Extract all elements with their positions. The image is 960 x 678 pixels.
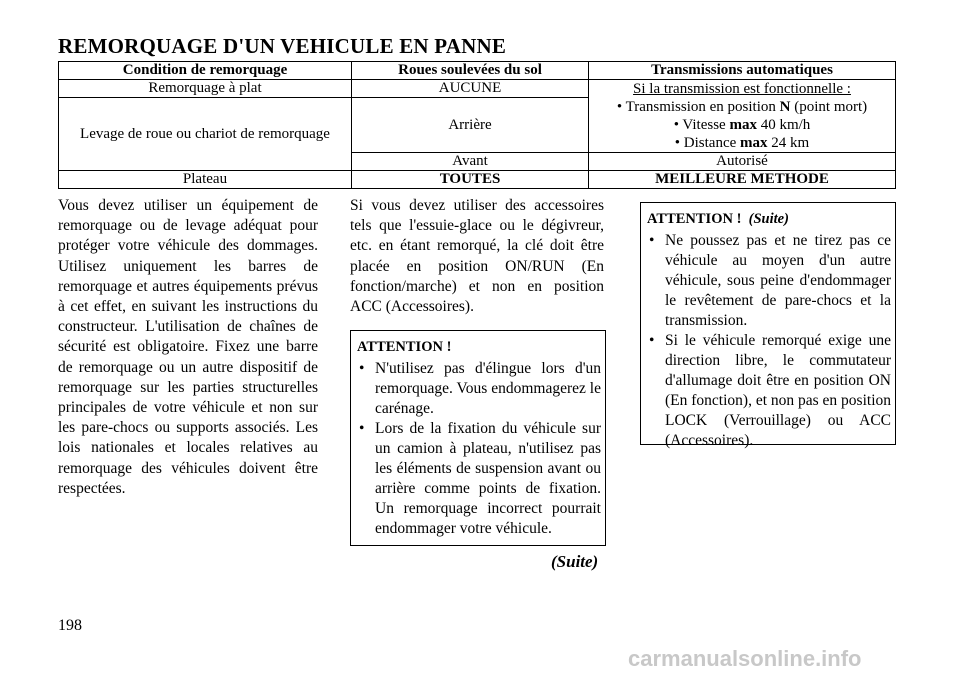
warning-item: • Lors de la fixation du véhicule sur un camion à plateau, n'utilisez pas les éléments de suspension avant ou arrière comme points de fixation. Un remorquage incorrect pourrait endommager votre véhicule.	[357, 419, 601, 539]
cell-wheels: AUCUNE	[352, 80, 589, 98]
header-condition: Condition de remorquage	[59, 62, 352, 80]
body-paragraph: Vous devez utiliser un équipement de remorquage ou de levage adéquat pour protéger votre véhicule des dommages. Utilisez uniquement les barres de remorquage et autres équipements prévus à cet effet, en suivant les instructions du constructeur. L'utilisation de chaînes de sécurité est obligatoire. Fixez une barre de remorquage ou un autre dispositif de remorquage sur les parties structurelles principales de votre véhicule et non sur les pare-chocs ou supports associés. Les lois nationales et locales relatives au remorquage des véhicules doivent être respectées.	[58, 197, 318, 497]
cell-wheels: Arrière	[352, 98, 589, 153]
cell-wheels: Avant	[352, 153, 589, 171]
cell-wheels: TOUTES	[352, 171, 589, 189]
header-automatic: Transmissions automatiques	[589, 62, 896, 80]
warning-box	[350, 330, 606, 546]
note-neutral: • Transmission en position N (point mort)	[616, 99, 868, 115]
warning-box-continued	[640, 202, 896, 449]
note-condition: Si la transmission est fonctionnelle :	[633, 81, 851, 97]
page-title: REMORQUAGE D'UN VEHICULE EN PANNE	[58, 34, 507, 58]
warning-list	[647, 231, 891, 451]
table-header-row	[59, 62, 896, 80]
table-row	[59, 171, 896, 189]
cell-condition: Levage de roue ou chariot de remorquage	[59, 98, 352, 171]
body-paragraph-accessories: Si vous devez utiliser des accessoires tels que l'essuie-glace ou le dégivreur, etc. en étant remorqué, la clé doit être placée en position ON/RUN (En fonction/marche) et non en position ACC (Accessoires).	[350, 197, 604, 316]
cell-automatic-note	[589, 80, 896, 153]
table-row	[59, 80, 896, 98]
warning-list	[357, 359, 601, 539]
warning-item: • N'utilisez pas d'élingue lors d'un remorquage. Vous endommagerez le carénage.	[357, 359, 601, 419]
note-distance: • Distance max 24 km	[674, 135, 810, 151]
continued-label: (Suite)	[551, 552, 599, 571]
page-number: 198	[58, 617, 82, 634]
towing-table	[58, 61, 896, 189]
cell-condition: Remorquage à plat	[59, 80, 352, 98]
note-speed: • Vitesse max 40 km/h	[673, 117, 811, 133]
header-wheels: Roues soulevées du sol	[352, 62, 589, 80]
cell-automatic: Autorisé	[589, 153, 896, 171]
watermark: carmanualsonline.info	[628, 646, 862, 671]
cell-automatic: MEILLEURE METHODE	[589, 171, 896, 189]
warning-heading: ATTENTION !	[357, 339, 452, 355]
warning-item: • Si le véhicule remorqué exige une direction libre, le commutateur d'allumage doit être en position ON (En fonction), et non pas en position LOCK (Verrouillage) ou ACC (Accessoires).	[647, 331, 891, 451]
cell-condition: Plateau	[59, 171, 352, 189]
warning-heading: ATTENTION ! (Suite)	[647, 211, 789, 227]
warning-item: • Ne poussez pas et ne tirez pas ce véhicule au moyen d'un autre véhicule, sous peine d'endommager le revêtement de pare-chocs et la transmission.	[647, 231, 891, 331]
